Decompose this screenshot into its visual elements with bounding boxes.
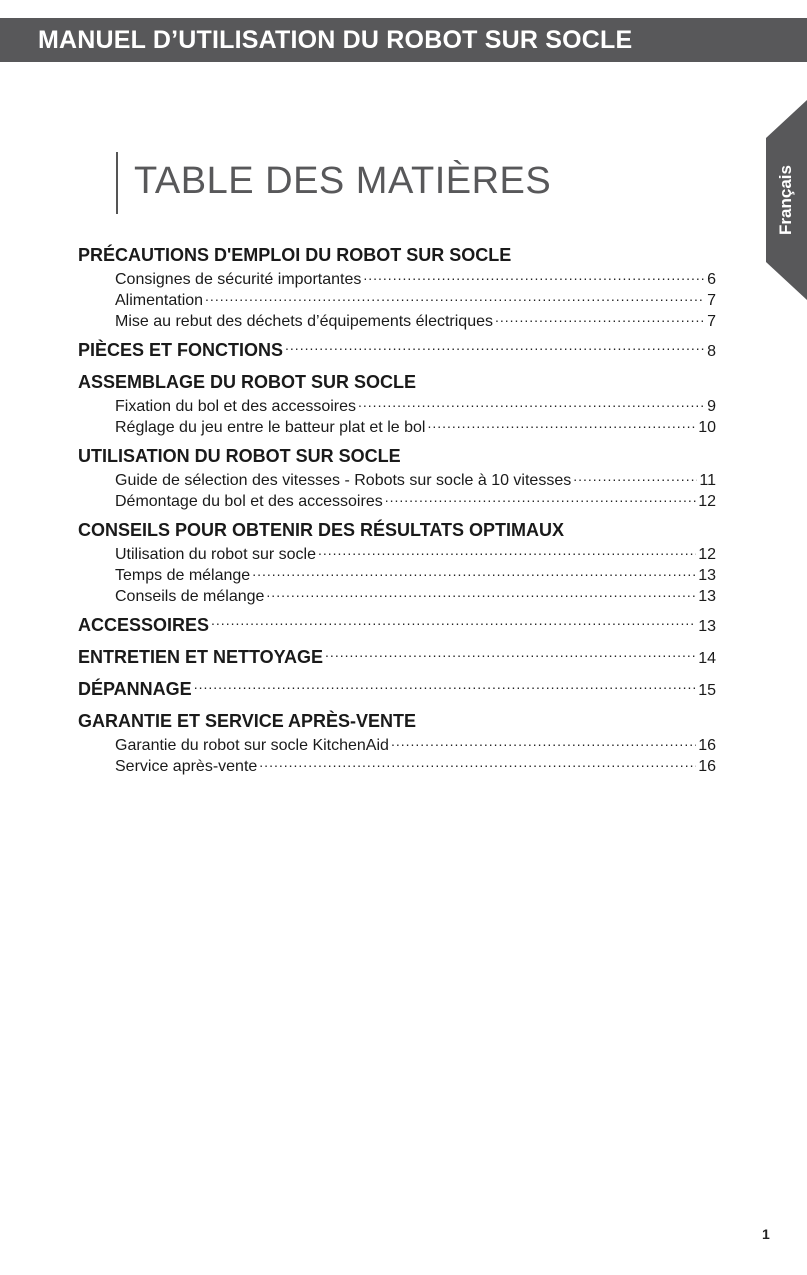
toc-entry-page: 7 (707, 313, 716, 330)
toc-entry[interactable] (78, 469, 716, 490)
toc-entry[interactable] (78, 289, 716, 310)
toc-entry-label: Consignes de sécurité importantes (115, 271, 362, 288)
table-of-contents (78, 242, 716, 782)
toc-heading-label: ACCESSOIRES (78, 615, 210, 635)
toc-heading-page: 8 (707, 343, 716, 360)
language-tab-label: Français (776, 165, 795, 235)
toc-section-accessoires (78, 612, 716, 638)
toc-heading[interactable] (78, 676, 716, 702)
dot-leader (358, 395, 705, 411)
toc-entry-page: 16 (698, 737, 716, 754)
toc-section-garantie (78, 708, 716, 776)
toc-section-depannage (78, 676, 716, 702)
dot-leader (194, 677, 697, 695)
dot-leader (318, 543, 696, 559)
toc-entry-page: 7 (707, 292, 716, 309)
toc-entry-page: 13 (698, 588, 716, 605)
dot-leader (285, 338, 705, 356)
toc-heading-label: ENTRETIEN ET NETTOYAGE (78, 647, 324, 667)
toc-heading[interactable] (78, 708, 716, 734)
toc-heading[interactable] (78, 517, 716, 543)
toc-entry[interactable] (78, 755, 716, 776)
toc-entry-page: 12 (698, 546, 716, 563)
toc-heading[interactable] (78, 443, 716, 469)
toc-section-utilisation (78, 443, 716, 511)
toc-entry[interactable] (78, 585, 716, 606)
toc-entry-page: 6 (707, 271, 716, 288)
toc-heading[interactable] (78, 644, 716, 670)
dot-leader (266, 585, 696, 601)
title-divider (116, 152, 118, 214)
toc-entry-page: 13 (698, 567, 716, 584)
toc-entry-page: 12 (698, 493, 716, 510)
toc-entry[interactable] (78, 543, 716, 564)
toc-entry-page: 10 (698, 419, 716, 436)
toc-entry-page: 11 (699, 472, 716, 489)
toc-entry-label: Guide de sélection des vitesses - Robots sur socle à 10 vitesses (115, 472, 572, 489)
toc-entry-label: Garantie du robot sur socle KitchenAid (115, 737, 389, 754)
toc-entry[interactable] (78, 564, 716, 585)
dot-leader (259, 755, 696, 771)
toc-entry[interactable] (78, 395, 716, 416)
toc-section-precautions (78, 242, 716, 331)
toc-heading-label: ASSEMBLAGE DU ROBOT SUR SOCLE (78, 372, 417, 392)
toc-heading-label: UTILISATION DU ROBOT SUR SOCLE (78, 446, 401, 466)
dot-leader (211, 613, 696, 631)
toc-heading-label: GARANTIE ET SERVICE APRÈS-VENTE (78, 711, 417, 731)
toc-entry-label: Fixation du bol et des accessoires (115, 398, 357, 415)
dot-leader (495, 310, 705, 326)
toc-entry[interactable] (78, 490, 716, 511)
toc-entry-label: Démontage du bol et des accessoires (115, 493, 383, 510)
toc-entry-label: Mise au rebut des déchets d’équipements électriques (115, 313, 493, 330)
toc-entry-page: 9 (707, 398, 716, 415)
toc-entry[interactable] (78, 416, 716, 437)
toc-heading[interactable] (78, 612, 716, 638)
page-number: 1 (762, 1226, 770, 1242)
toc-entry-label: Utilisation du robot sur socle (115, 546, 316, 563)
dot-leader (325, 645, 696, 663)
document-title: MANUEL D’UTILISATION DU ROBOT SUR SOCLE (38, 26, 633, 54)
toc-section-assemblage (78, 369, 716, 437)
toc-heading-label: CONSEILS POUR OBTENIR DES RÉSULTATS OPTIMAUX (78, 520, 565, 540)
dot-leader (363, 268, 705, 284)
toc-heading[interactable] (78, 242, 716, 268)
toc-entry-label: Réglage du jeu entre le batteur plat et le bol (115, 419, 426, 436)
toc-entry-label: Alimentation (115, 292, 204, 309)
toc-entry[interactable] (78, 734, 716, 755)
toc-heading[interactable] (78, 369, 716, 395)
header-bar (0, 18, 807, 62)
toc-heading-label: DÉPANNAGE (78, 679, 192, 699)
dot-leader (205, 289, 705, 305)
toc-section-pieces (78, 337, 716, 363)
toc-heading-label: PRÉCAUTIONS D'EMPLOI DU ROBOT SUR SOCLE (78, 245, 512, 265)
toc-section-entretien (78, 644, 716, 670)
dot-leader (391, 734, 696, 750)
toc-entry-label: Conseils de mélange (115, 588, 265, 605)
toc-entry[interactable] (78, 310, 716, 331)
toc-entry-page: 16 (698, 758, 716, 775)
toc-heading-page: 13 (698, 618, 716, 635)
toc-entry[interactable] (78, 268, 716, 289)
toc-entry-label: Temps de mélange (115, 567, 251, 584)
page-title: TABLE DES MATIÈRES (134, 160, 552, 202)
dot-leader (427, 416, 696, 432)
toc-section-conseils (78, 517, 716, 606)
toc-heading[interactable] (78, 337, 716, 363)
toc-entry-label: Service après-vente (115, 758, 258, 775)
toc-heading-page: 15 (698, 682, 716, 699)
toc-heading-page: 14 (698, 650, 716, 667)
dot-leader (573, 469, 697, 485)
toc-heading-label: PIÈCES ET FONCTIONS (78, 340, 284, 360)
dot-leader (385, 490, 696, 506)
dot-leader (252, 564, 696, 580)
